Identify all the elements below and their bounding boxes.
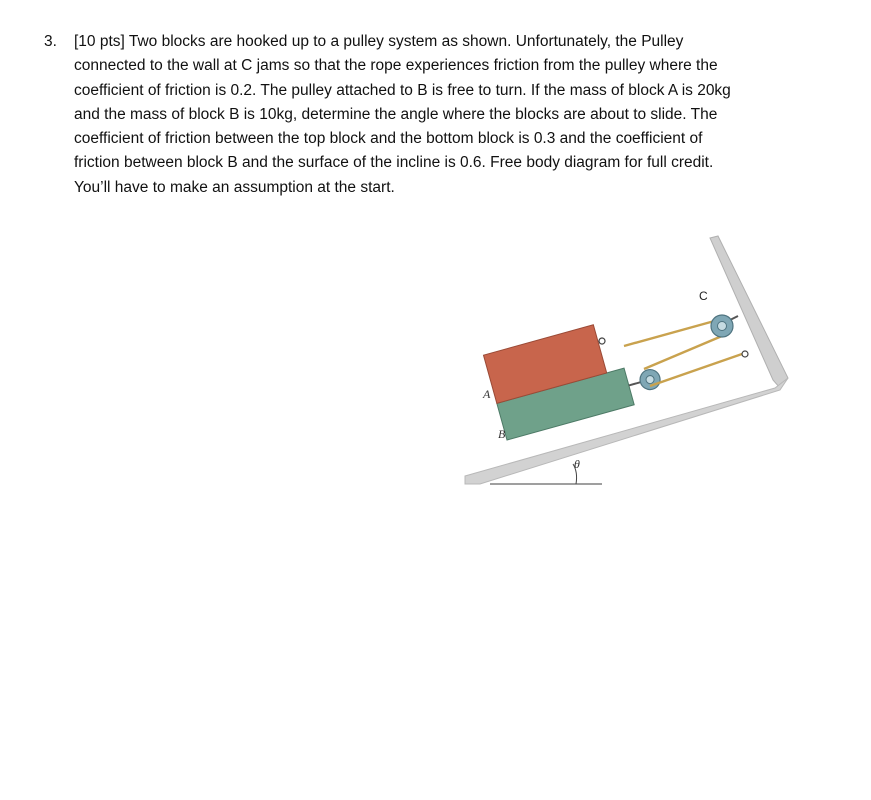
rope-anchor-a bbox=[598, 337, 605, 344]
statement-line: coefficient of friction is 0.2. The pulley attached to B is free to turn. If the mass of block A is 20kg bbox=[74, 81, 731, 99]
pulley-incline-figure bbox=[460, 228, 790, 498]
problem-number: 3. bbox=[44, 33, 57, 50]
rope-anchor-wall bbox=[742, 351, 748, 357]
problem-statement bbox=[74, 30, 794, 200]
blocks-group bbox=[483, 311, 665, 440]
statement-line: coefficient of friction between the top block and the bottom block is 0.3 and the coefficient of bbox=[74, 130, 703, 148]
rope-a-to-c bbox=[624, 320, 718, 346]
statement-line: and the mass of block B is 10kg, determine the angle where the blocks are about to slide. The bbox=[74, 105, 718, 123]
rope-b-to-wall bbox=[650, 354, 742, 386]
wall bbox=[710, 236, 788, 388]
statement-line: friction between block B and the surface of the incline is 0.6. Free body diagram for full credit. bbox=[74, 154, 714, 172]
statement-line: connected to the wall at C jams so that the rope experiences friction from the pulley where the bbox=[74, 57, 718, 75]
label-b: B bbox=[498, 427, 506, 441]
statement-line: You’ll have to make an assumption at the start. bbox=[74, 178, 395, 196]
label-theta: θ bbox=[574, 457, 580, 471]
pulley-c-hub bbox=[718, 322, 727, 331]
statement-line: [10 pts] Two blocks are hooked up to a pulley system as shown. Unfortunately, the Pulley bbox=[74, 33, 684, 50]
label-a: A bbox=[483, 387, 491, 401]
figure-svg bbox=[460, 228, 790, 498]
label-c: C bbox=[699, 289, 708, 303]
